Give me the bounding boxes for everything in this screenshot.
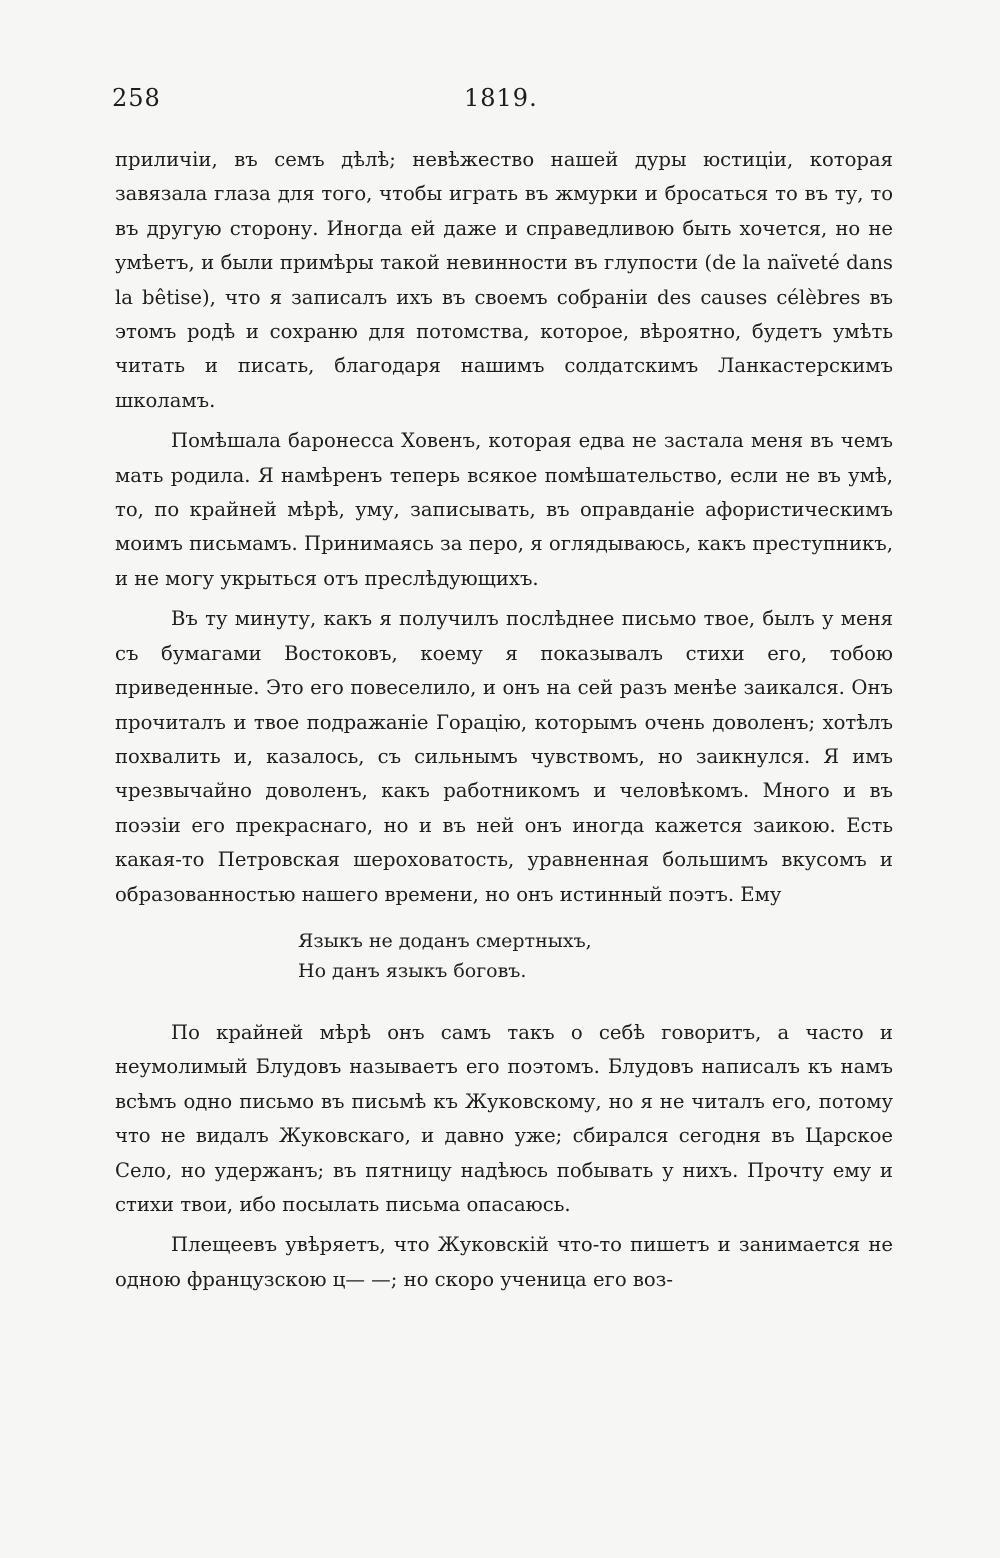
paragraph: Плещеевъ увѣряетъ, что Жуковскiй что-то пишетъ и занимается не одною французскою ц— —; но скоро ученица его воз- bbox=[115, 1233, 893, 1291]
page-number: 258 bbox=[112, 84, 161, 112]
paragraph: Помѣшала баронесса Ховенъ, которая едва не застала меня въ чемъ мать родила. Я намѣренъ теперь всякое помѣшательство, если не въ умѣ, то, по крайней мѣрѣ, уму, записывать, въ оправданiе афористическимъ моимъ письмамъ. Принимаясь за перо, я оглядываюсь, какъ преступникъ, и не могу укрыться отъ преслѣдующихъ. bbox=[115, 429, 893, 590]
paragraph: По крайней мѣрѣ онъ самъ такъ о себѣ говоритъ, а часто и неумолимый Блудовъ называетъ его поэтомъ. Блудовъ написалъ къ намъ всѣмъ одно письмо въ письмѣ къ Жуковскому, но я не читалъ его, потому что не видалъ Жуковскаго, и давно уже; сбирался сегодня въ Царское Село, но удержанъ; въ пятницу надѣюсь побывать у нихъ. Прочту ему и стихи твои, ибо посылать письма опасаюсь. bbox=[115, 1020, 893, 1216]
page-header bbox=[112, 84, 892, 124]
verse-quote bbox=[298, 926, 893, 986]
verse-line: Но данъ языкъ боговъ. bbox=[298, 959, 527, 982]
body-text bbox=[115, 143, 893, 1297]
paragraph: Въ ту минуту, какъ я получилъ послѣднее письмо твое, былъ у меня съ бумагами Востоковъ, коему я показывалъ стихи его, тобою приведенные. Это его повеселило, и онъ на сей разъ менѣе заикался. Онъ прочиталъ и твое подражанiе Горацiю, которымъ очень доволенъ; хотѣлъ похвалить и, казалось, съ сильнымъ чувствомъ, но заикнулся. Я имъ чрезвычайно доволенъ, какъ работникомъ и человѣкомъ. Много и въ поэзiи его прекраснаго, но и въ ней онъ иногда кажется заикою. Есть какая-то Петровская шероховатость, уравненная большимъ вкусомъ и образованностью нашего времени, но онъ истинный поэтъ. Ему bbox=[115, 607, 893, 906]
verse-line: Языкъ не доданъ смертныхъ, bbox=[298, 929, 592, 952]
running-head: 1819. bbox=[464, 84, 538, 112]
paragraph: приличiи, въ семъ дѣлѣ; невѣжество нашей дуры юстицiи, которая завязала глаза для того, чтобы играть въ жмурки и бросаться то въ ту, то въ другую сторону. Иногда ей даже и справедливою быть хочется, но не умѣетъ, и были примѣры такой невинности въ глупости (de la naïveté dans la bêtise), что я записалъ ихъ въ своемъ собранiи des causes célèbres въ этомъ родѣ и сохраню для потомства, которое, вѣроятно, будетъ умѣть читать и писать, благодаря нашимъ солдатскимъ Ланкастерскимъ школамъ. bbox=[115, 148, 893, 412]
